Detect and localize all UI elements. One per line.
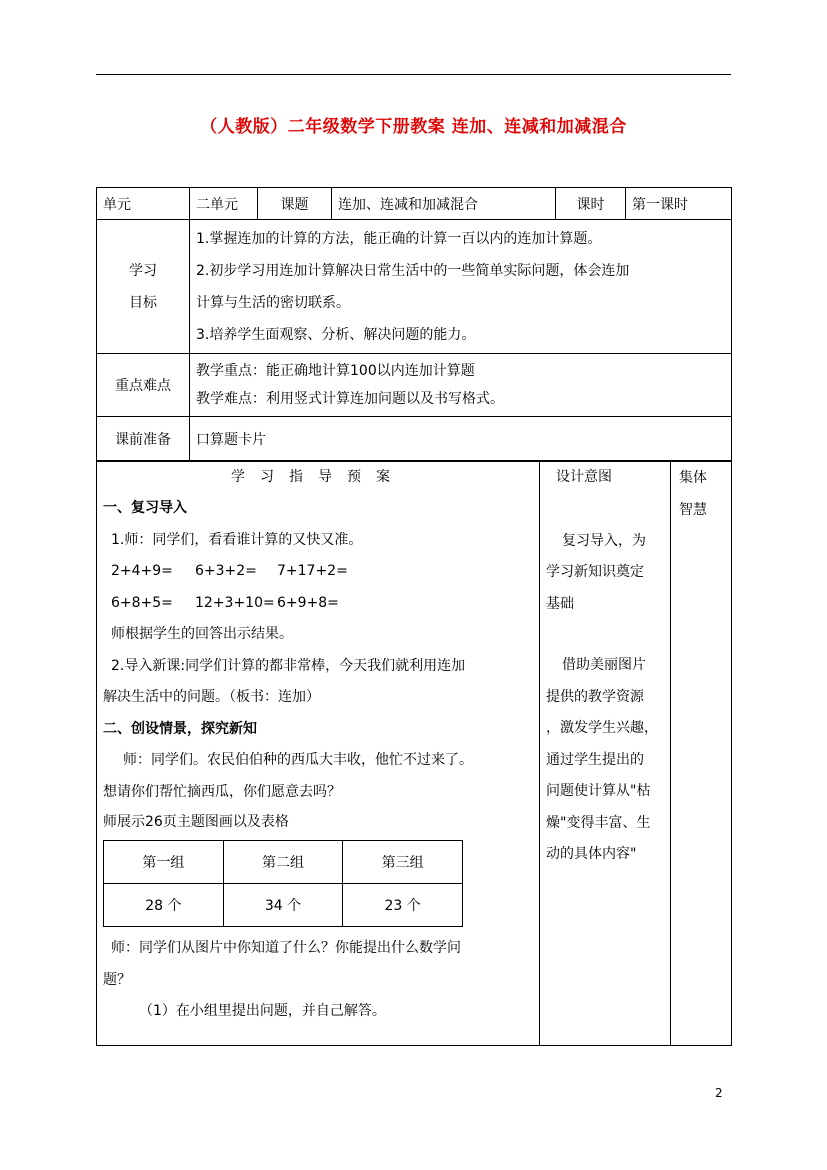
keypoint-line: 教学难点：利用竖式计算连加问题以及书写格式。 <box>196 391 504 407</box>
goal-line: 2.初步学习用连加计算解决日常生活中的一些简单实际问题，体会连加 <box>196 262 630 279</box>
keypoints-content <box>190 354 732 417</box>
guide-column <box>97 462 540 1046</box>
goals-label-line: 学习 <box>129 262 157 279</box>
text-line: 想请你们帮忙摘西瓜，你们愿意去吗？ <box>103 783 341 800</box>
design-note-line: 复习导入，为 <box>562 532 646 549</box>
groups-table <box>103 840 463 927</box>
goal-line: 计算与生活的密切联系。 <box>196 294 350 311</box>
text-line: 师：同学们。农民伯伯种的西瓜大丰收，他忙不过来了。 <box>123 752 473 768</box>
period-value: 第一课时 <box>626 188 732 220</box>
text-line: 师展示26页主题图画以及表格 <box>103 814 289 830</box>
design-note-line: 通过学生提出的 <box>546 751 644 768</box>
prep-label: 课前准备 <box>97 417 190 461</box>
text-line: 1.师：同学们，看看谁计算的又快又准。 <box>111 531 363 548</box>
text-line: 解决生活中的问题。（板书：连加） <box>103 689 320 705</box>
group-header: 第三组 <box>343 841 463 884</box>
page-number: 2 <box>715 1086 723 1100</box>
group-wisdom-header: 智慧 <box>679 502 707 518</box>
design-note-line: 燥"变得丰富、生 <box>546 814 651 831</box>
exercise-row <box>103 588 533 620</box>
group-value: 23 个 <box>343 884 463 927</box>
unit-label: 单元 <box>97 188 190 220</box>
group-header: 第二组 <box>223 841 343 884</box>
topic-value: 连加、连减和加减混合 <box>332 188 556 220</box>
exercise: 2+4+9= <box>111 563 173 579</box>
exercise: 12+3+10= <box>195 594 275 611</box>
topic-label: 课题 <box>258 188 332 220</box>
exercise: 6+8+5= <box>111 594 173 611</box>
keypoint-line: 教学重点：能正确地计算100以内连加计算题 <box>196 363 475 379</box>
group-wisdom-header: 集体 <box>679 470 707 486</box>
design-note-line: ，激发学生兴趣， <box>546 720 658 736</box>
design-note-line: 借助美丽图片 <box>562 657 646 673</box>
design-note-line: 问题使计算从"枯 <box>546 783 651 799</box>
header-rule <box>96 74 731 75</box>
exercise: 6+9+8= <box>277 594 339 611</box>
goal-line: 1.掌握连加的计算的方法，能正确的计算一百以内的连加计算题。 <box>196 230 602 247</box>
goal-line: 3.培养学生面观察、分析、解决问题的能力。 <box>196 326 476 343</box>
design-note-line: 基础 <box>546 595 574 612</box>
text-line: 师：同学们从图片中你知道了什么？你能提出什么数学问 <box>111 940 461 956</box>
unit-value: 二单元 <box>190 188 258 220</box>
text-line: 师根据学生的回答出示结果。 <box>111 626 293 642</box>
exercise-row <box>103 556 533 588</box>
design-note-line: 学习新知识奠定 <box>546 564 644 580</box>
exercise: 6+3+2= <box>195 563 257 579</box>
group-wisdom-column <box>671 462 732 1046</box>
goals-content <box>190 220 732 354</box>
text-line: （1）在小组里提出问题，并自己解答。 <box>139 1003 386 1019</box>
design-header: 设计意图 <box>556 469 612 485</box>
text-line: 题？ <box>103 971 131 988</box>
group-value: 28 个 <box>104 884 224 927</box>
design-note-line: 提供的教学资源 <box>546 688 644 705</box>
prep-value: 口算题卡片 <box>190 417 732 461</box>
guide-header: 学习指导预案 <box>231 469 405 485</box>
section-1-title: 一、复习导入 <box>103 500 187 516</box>
goals-label-line: 目标 <box>129 294 157 311</box>
text-line: 2.导入新课:同学们计算的都非常棒，今天我们就利用连加 <box>111 657 466 674</box>
group-header: 第一组 <box>104 841 224 884</box>
design-note-line: 动的具体内容" <box>546 846 637 862</box>
design-column <box>540 462 671 1046</box>
goals-label <box>97 220 190 354</box>
group-value: 34 个 <box>223 884 343 927</box>
keypoints-label: 重点难点 <box>97 354 190 417</box>
period-label: 课时 <box>556 188 626 220</box>
section-2-title: 二、创设情景，探究新知 <box>103 720 257 737</box>
exercise: 7+17+2= <box>277 563 348 579</box>
lesson-plan-table <box>96 461 732 1046</box>
document-title: （人教版）二年级数学下册教案 连加、连减和加减混合 <box>200 117 627 137</box>
lesson-meta-table <box>96 187 732 461</box>
